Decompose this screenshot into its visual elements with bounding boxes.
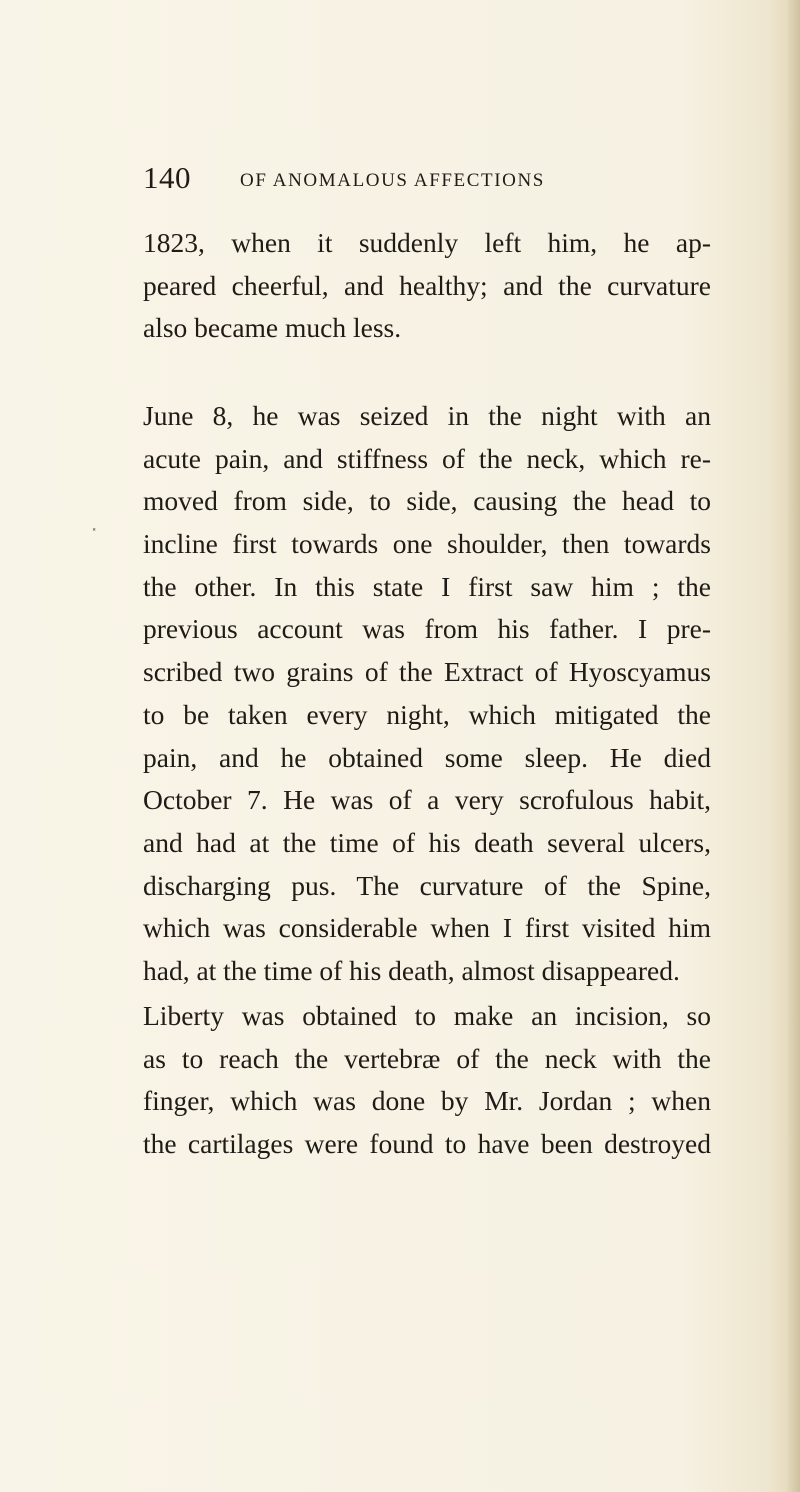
text-line: discharging pus. The curvature of the Spine,: [143, 869, 711, 901]
page-number: 140: [143, 160, 191, 195]
text-line: finger, which was done by Mr. Jordan ; when: [143, 1085, 711, 1117]
text-line: June 8, he was seized in the night with an: [143, 400, 711, 431]
paragraph-2: [143, 395, 711, 993]
running-head: OF ANOMALOUS AFFECTIONS: [240, 170, 545, 191]
text-line: as to reach the vertebræ of the neck with the: [143, 1042, 711, 1074]
text-line: Liberty was obtained to make an incision, so: [143, 1000, 711, 1031]
text-line: to be taken every night, which mitigated the: [143, 698, 711, 730]
text-line: scribed two grains of the Extract of Hyoscyamus: [143, 656, 711, 688]
text-line: acute pain, and stiffness of the neck, which re-: [143, 442, 711, 474]
paragraph-3: [143, 995, 711, 1166]
text-line: incline first towards one shoulder, then towards: [143, 528, 711, 560]
text-line: peared cheerful, and healthy; and the curvature: [143, 269, 711, 301]
text-line: previous account was from his father. I pre-: [143, 613, 711, 645]
text-line: the cartilages were found to have been destroyed: [143, 1128, 711, 1160]
paragraph-1: [143, 222, 711, 350]
text-line: 1823, when it suddenly left him, he ap-: [143, 227, 711, 258]
text-line: the other. In this state I first saw him ; the: [143, 570, 711, 602]
text-line: October 7. He was of a very scrofulous habit,: [143, 784, 711, 816]
text-line: also became much less.: [143, 312, 402, 344]
text-line: and had at the time of his death several ulcers,: [143, 826, 711, 858]
text-line: moved from side, to side, causing the head to: [143, 485, 711, 517]
page-edge-shadow: [786, 0, 800, 1492]
page-header: [143, 160, 663, 200]
text-line: which was considerable when I first visited him: [143, 912, 711, 944]
text-line: had, at the time of his death, almost disappeared.: [143, 954, 680, 986]
margin-mark-icon: ⸼: [93, 514, 97, 531]
text-line: pain, and he obtained some sleep. He died: [143, 741, 711, 773]
